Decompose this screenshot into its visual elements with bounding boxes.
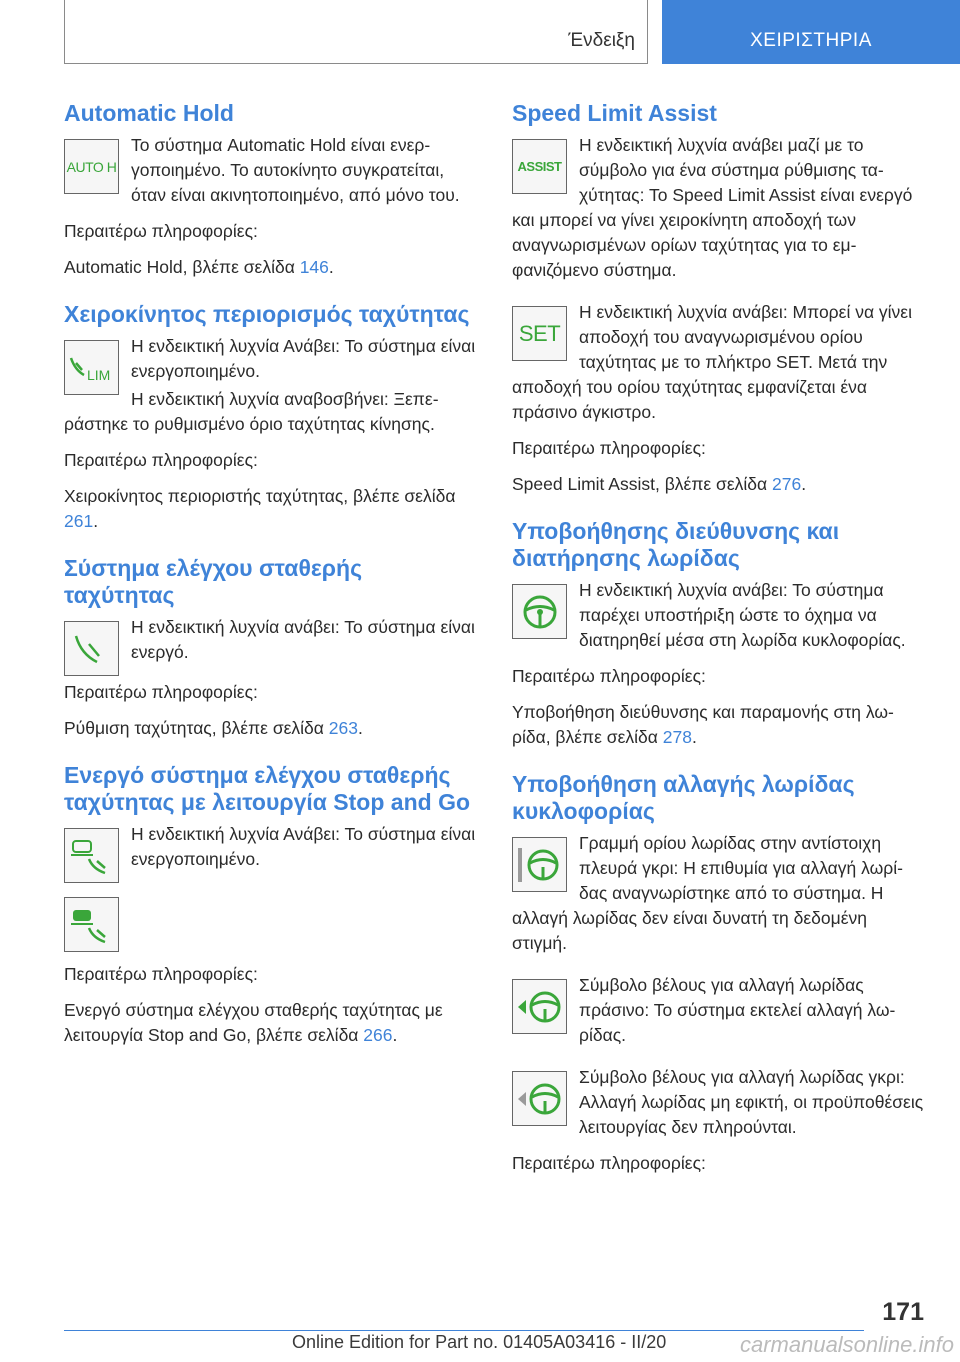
- speed-limit-assist-text: Η ενδεικτική λυχνία ανάβει μαζί με το σύμβολο για ένα σύστημα ρύθμισης ταχύτητας: Το Speed Limit Assist είναι ενεργό και μπορεί να γίνει χειροκίνητη αποδοχή των αναγνωρισμένων ορίων ταχύτητας για το εμφανιζόμενο σύστημα.: [512, 135, 913, 280]
- page-link-278[interactable]: 278: [662, 727, 692, 747]
- steering-assist-more-info: Περαιτέρω πληροφορίες:: [512, 666, 706, 686]
- speed-limiter-blink-text: Η ενδεικτική λυχνία αναβοσβήνει: Ξεπεράστηκε το ρυθμισμένο όριο ταχύτητας κίνησης.: [64, 389, 439, 434]
- lane-change-green-arrow-icon: [512, 979, 567, 1034]
- speed-limit-assist-icon: ASSIST: [512, 139, 567, 194]
- heading-cruise-control: Σύστημα ελέγχου σταθερής ταχύτητας: [64, 555, 363, 608]
- heading-speed-limit-assist: Speed Limit Assist: [512, 100, 717, 126]
- lane-change-more-info: Περαιτέρω πληροφορίες:: [512, 1153, 706, 1173]
- steering-assist-description: Η ενδεικτική λυχνία ανάβει: Το σύστημα παρέχει υποστήριξη ώστε το όχημα να διατηρηθεί μέσα στη λωρίδα κυκλοφορίας.: [579, 580, 906, 650]
- lane-change-green-arrow-text: Σύμβολο βέλους για αλλαγή λωρίδας πράσινο: Το σύστημα εκτελεί αλλαγή λωρίδας.: [579, 975, 896, 1045]
- automatic-hold-reference: Automatic Hold, βλέπε σελίδα 146.: [64, 257, 334, 277]
- steering-wheel-green-icon: [512, 584, 567, 639]
- header-section-label: Ένδειξη: [568, 30, 635, 51]
- heading-active-cruise-stop-go: Ενεργό σύστημα ελέγχου σταθερής ταχύτητας με λειτουργία Stop and Go: [64, 762, 471, 815]
- lane-change-gray-line-icon: [512, 837, 567, 892]
- page-link-261[interactable]: 261: [64, 511, 94, 531]
- auto-hold-indicator-icon: AUTO H: [64, 139, 119, 194]
- acc-vehicle-detected-icon: [64, 897, 119, 952]
- heading-manual-speed-limiter: Χειροκίνητος περιορισμός ταχύτητας: [64, 301, 470, 327]
- set-indicator-icon: SET: [512, 306, 567, 361]
- automatic-hold-description: Το σύστημα Automatic Hold είναι ενεργοποιημένο. Το αυτοκίνητο συγκρατείται, όταν είναι ακινητοποιημένο, από μόνο του.: [131, 135, 460, 205]
- watermark-logo: carmanualsonline.info: [739, 1332, 954, 1357]
- left-column: [64, 100, 476, 1059]
- header-chapter-tab[interactable]: [662, 0, 960, 64]
- cruise-control-reference: Ρύθμιση ταχύτητας, βλέπε σελίδα 263.: [64, 718, 363, 738]
- acc-stop-go-description: Η ενδεικτική λυχνία Ανάβει: Το σύστημα είναι ενεργοποιημένο.: [131, 824, 476, 869]
- lane-change-gray-arrow-text: Σύμβολο βέλους για αλλαγή λωρίδας γκρι: Αλλαγή λωρίδας μη εφικτή, οι προϋποθέσεις λειτουργίας δεν πληρούνται.: [579, 1067, 924, 1137]
- page-link-263[interactable]: 263: [328, 718, 358, 738]
- acc-stop-go-reference: Ενεργό σύστημα ελέγχου σταθερής ταχύτητας με λειτουργία Stop and Go, βλέπε σελίδα 266.: [64, 1000, 443, 1045]
- automatic-hold-more-info: Περαιτέρω πληροφορίες:: [64, 221, 258, 241]
- cruise-control-description: Η ενδεικτική λυχνία ανάβει: Το σύστημα είναι ενεργό.: [131, 617, 475, 662]
- page-link-266[interactable]: 266: [363, 1025, 393, 1045]
- lane-change-gray-line-text: Γραμμή ορίου λωρίδας στην αντίστοιχη πλευρά γκρι: Η επιθυμία για αλλαγή λωρίδας αναγνωρίστηκε από το σύστημα. Η αλλαγή λωρίδας δεν είναι δυνατή τη δεδομένη στιγμή.: [512, 833, 903, 953]
- set-indicator-text: Η ενδεικτική λυχνία ανάβει: Μπορεί να γίνει αποδοχή του αναγνωρισμένου ορίου ταχύτητας με το πλήκτρο SET. Μετά την αποδοχή του ορίου ταχύτητας εμφανίζεται ένα πράσινο άγκιστρο.: [512, 302, 912, 422]
- footer-divider: [64, 1330, 864, 1331]
- acc-outline-indicator-icon: [64, 828, 119, 883]
- heading-steering-lane-assist: Υποβοήθησης διεύθυνσης και διατήρησης λωρίδας: [512, 518, 840, 571]
- header-chapter-label: ΧΕΙΡΙΣΤΗΡΙΑ: [750, 30, 872, 51]
- lane-change-gray-arrow-icon: [512, 1071, 567, 1126]
- speed-limiter-indicator-icon: [64, 340, 119, 395]
- cruise-control-indicator-icon: [64, 621, 119, 676]
- speed-limit-assist-reference: Speed Limit Assist, βλέπε σελίδα 276.: [512, 474, 807, 494]
- edition-text: Online Edition for Part no. 01405A03416 - II/20: [292, 1332, 667, 1352]
- header-section-box: [64, 0, 648, 64]
- svg-text:LIM: LIM: [86, 366, 110, 383]
- page-link-276[interactable]: 276: [772, 474, 802, 494]
- speed-limiter-more-info: Περαιτέρω πληροφορίες:: [64, 450, 258, 470]
- speed-limiter-reference: Χειροκίνητος περιοριστής ταχύτητας, βλέπε σελίδα 261.: [64, 486, 456, 531]
- right-column: [512, 100, 924, 1187]
- acc-stop-go-more-info: Περαιτέρω πληροφορίες:: [64, 964, 258, 984]
- steering-assist-reference: Υποβοήθηση διεύθυνσης και παραμονής στη λωρίδα, βλέπε σελίδα 278.: [512, 702, 894, 747]
- page-number: 171: [882, 1298, 924, 1326]
- speed-limit-assist-more-info: Περαιτέρω πληροφορίες:: [512, 438, 706, 458]
- speed-limiter-on-text: Η ενδεικτική λυχνία Ανάβει: Το σύστημα είναι ενεργοποιημένο.: [131, 336, 476, 381]
- heading-automatic-hold: Automatic Hold: [64, 100, 234, 126]
- page-link-146[interactable]: 146: [299, 257, 329, 277]
- cruise-control-more-info: Περαιτέρω πληροφορίες:: [64, 682, 258, 702]
- heading-lane-change-assist: Υποβοήθηση αλλαγής λωρίδας κυκλοφορίας: [512, 771, 855, 824]
